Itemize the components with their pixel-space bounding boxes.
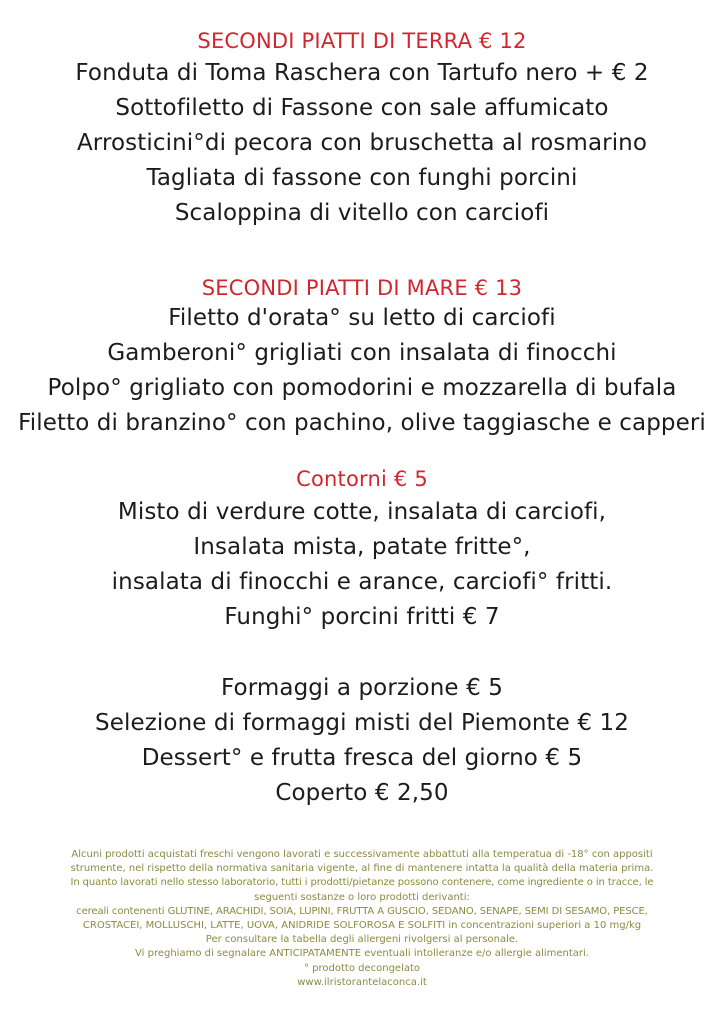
menu-item: Polpo° grigliato con pomodorini e mozzarella di bufala (47, 375, 677, 401)
menu-item: Selezione di formaggi misti del Piemonte € 12 (95, 710, 629, 736)
notes-line: cereali contenenti GLUTINE, ARACHIDI, SOIA, LUPINI, FRUTTA A GUSCIO, SEDANO, SENAPE, SEMI DI SESAMO, PESCE, (76, 905, 648, 917)
notes-line: strumente, nel rispetto della normativa sanitaria vigente, al fine di mantenere intatta la qualità della materia prima. (70, 863, 654, 875)
notes-line: Per consultare la tabella degli allergeni rivolgersi al personale. (205, 934, 519, 946)
notes-line: Alcuni prodotti acquistati freschi vengono lavorati e successivamente abbattuti alla temperatua di -18° con appositi (71, 849, 653, 860)
section-secondi-mare (0, 276, 724, 441)
menu-item: Arrosticini°di pecora con bruschetta al rosmarino (76, 130, 648, 156)
menu-item: insalata di finocchi e arance, carciofi° fritti. (111, 569, 613, 595)
notes-line: In quanto lavorati nello stesso laboratorio, tutti i prodotti/pietanze possono contenere, come ingrediente o in tracce, le (70, 877, 654, 889)
menu-item: Coperto € 2,50 (275, 780, 449, 806)
menu-item: Fonduta di Toma Raschera con Tartufo nero + € 2 (75, 60, 649, 86)
menu-item: Gamberoni° grigliati con insalata di finocchi (107, 340, 617, 366)
section-extra (0, 671, 724, 811)
menu-item: Funghi° porcini fritti € 7 (224, 604, 500, 630)
section-title-terra: SECONDI PIATTI DI TERRA € 12 (197, 29, 527, 53)
section-secondi-terra (0, 29, 724, 231)
menu-item: Insalata mista, patate fritte°, (193, 534, 531, 560)
menu-item: Sottofiletto di Fassone con sale affumicato (115, 95, 609, 121)
section-title-contorni: Contorni € 5 (296, 467, 428, 491)
menu-item: Filetto d'orata° su letto di carciofi (168, 305, 556, 331)
section-contorni (0, 467, 724, 635)
website-link[interactable]: www.ilristorantelaconca.it (297, 976, 427, 988)
menu-item: Filetto di branzino° con pachino, olive taggiasche e capperi (18, 410, 706, 436)
menu-item: Formaggi a porzione € 5 (221, 675, 503, 701)
notes-line: Vi preghiamo di segnalare ANTICIPATAMENTE eventuali intolleranze e/o allergie alimentari. (135, 948, 589, 960)
menu-item: Misto di verdure cotte, insalata di carciofi, (117, 499, 607, 525)
allergen-notes (30, 848, 694, 990)
notes-line: seguenti sostanze o loro prodotti derivanti: (254, 891, 470, 903)
notes-line: CROSTACEI, MOLLUSCHI, LATTE, UOVA, ANIDRIDE SOLFOROSA E SOLFITI in concentrazioni superiori a 10 mg/kg (82, 920, 642, 932)
section-title-mare: SECONDI PIATTI DI MARE € 13 (201, 276, 523, 300)
menu-item: Dessert° e frutta fresca del giorno € 5 (141, 745, 583, 771)
menu-item: Tagliata di fassone con funghi porcini (146, 165, 578, 191)
menu-item: Scaloppina di vitello con carciofi (174, 200, 550, 226)
notes-line: ° prodotto decongelato (303, 962, 421, 974)
